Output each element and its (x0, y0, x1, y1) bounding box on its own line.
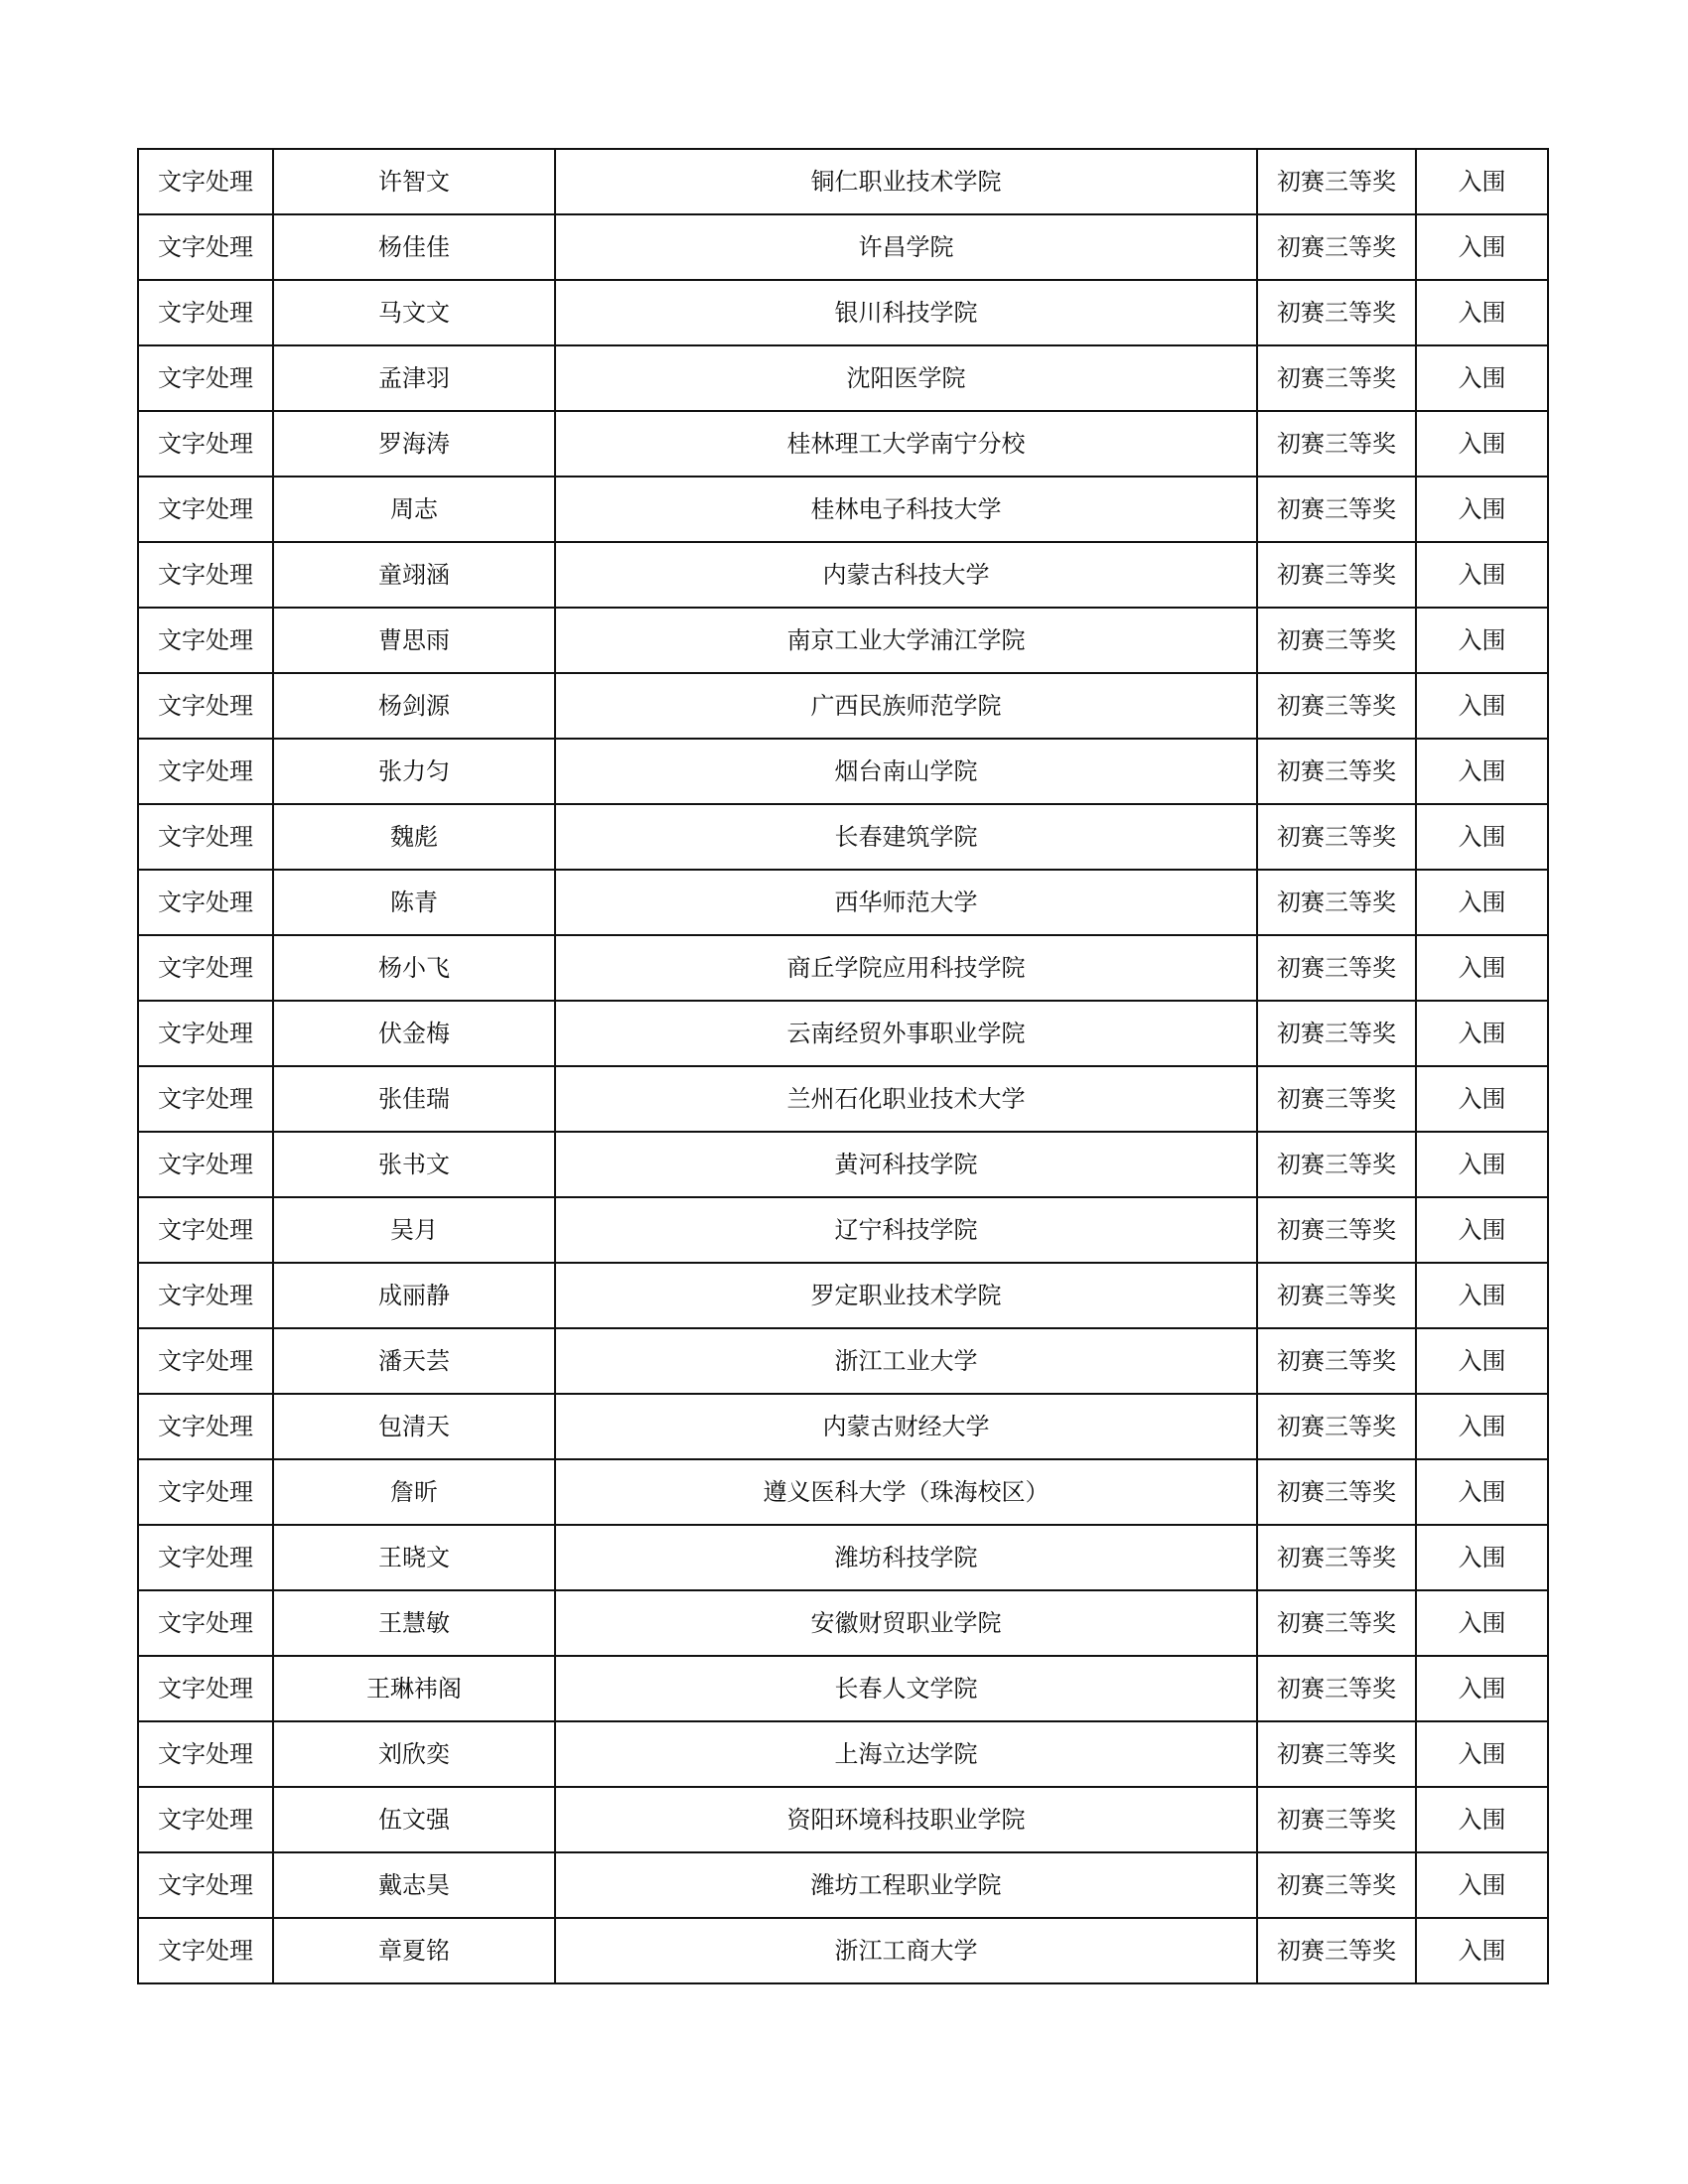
name-cell: 周志 (273, 477, 555, 542)
name-cell: 伍文强 (273, 1787, 555, 1852)
status-cell: 入围 (1416, 673, 1548, 739)
award-cell: 初赛三等奖 (1257, 739, 1416, 804)
school-cell: 内蒙古科技大学 (555, 542, 1257, 608)
category-cell: 文字处理 (138, 542, 273, 608)
school-cell: 浙江工业大学 (555, 1328, 1257, 1394)
status-cell: 入围 (1416, 1197, 1548, 1263)
category-cell: 文字处理 (138, 1197, 273, 1263)
category-cell: 文字处理 (138, 673, 273, 739)
name-cell: 潘天芸 (273, 1328, 555, 1394)
category-cell: 文字处理 (138, 1787, 273, 1852)
table-row (138, 1590, 1548, 1656)
school-cell: 罗定职业技术学院 (555, 1263, 1257, 1328)
school-cell: 烟台南山学院 (555, 739, 1257, 804)
status-cell: 入围 (1416, 1918, 1548, 1983)
award-cell: 初赛三等奖 (1257, 673, 1416, 739)
award-cell: 初赛三等奖 (1257, 935, 1416, 1001)
name-cell: 杨佳佳 (273, 214, 555, 280)
table-row (138, 214, 1548, 280)
award-cell: 初赛三等奖 (1257, 1525, 1416, 1590)
table-row (138, 935, 1548, 1001)
category-cell: 文字处理 (138, 1394, 273, 1459)
status-cell: 入围 (1416, 1394, 1548, 1459)
category-cell: 文字处理 (138, 608, 273, 673)
school-cell: 铜仁职业技术学院 (555, 149, 1257, 214)
category-cell: 文字处理 (138, 1328, 273, 1394)
status-cell: 入围 (1416, 1459, 1548, 1525)
category-cell: 文字处理 (138, 1001, 273, 1066)
table-row (138, 411, 1548, 477)
school-cell: 云南经贸外事职业学院 (555, 1001, 1257, 1066)
name-cell: 王晓文 (273, 1525, 555, 1590)
status-cell: 入围 (1416, 542, 1548, 608)
status-cell: 入围 (1416, 1590, 1548, 1656)
category-cell: 文字处理 (138, 1918, 273, 1983)
table-row (138, 1656, 1548, 1721)
name-cell: 王琳祎阁 (273, 1656, 555, 1721)
award-cell: 初赛三等奖 (1257, 870, 1416, 935)
status-cell: 入围 (1416, 1787, 1548, 1852)
table-row (138, 608, 1548, 673)
status-cell: 入围 (1416, 411, 1548, 477)
award-cell: 初赛三等奖 (1257, 542, 1416, 608)
table-row (138, 1394, 1548, 1459)
name-cell: 王慧敏 (273, 1590, 555, 1656)
category-cell: 文字处理 (138, 214, 273, 280)
category-cell: 文字处理 (138, 345, 273, 411)
school-cell: 广西民族师范学院 (555, 673, 1257, 739)
table-row (138, 1328, 1548, 1394)
table-row (138, 804, 1548, 870)
award-cell: 初赛三等奖 (1257, 1459, 1416, 1525)
name-cell: 杨小飞 (273, 935, 555, 1001)
school-cell: 浙江工商大学 (555, 1918, 1257, 1983)
school-cell: 潍坊科技学院 (555, 1525, 1257, 1590)
table-row (138, 542, 1548, 608)
award-cell: 初赛三等奖 (1257, 1001, 1416, 1066)
school-cell: 安徽财贸职业学院 (555, 1590, 1257, 1656)
school-cell: 资阳环境科技职业学院 (555, 1787, 1257, 1852)
award-cell: 初赛三等奖 (1257, 1197, 1416, 1263)
status-cell: 入围 (1416, 280, 1548, 345)
award-cell: 初赛三等奖 (1257, 1328, 1416, 1394)
table-row (138, 870, 1548, 935)
category-cell: 文字处理 (138, 1525, 273, 1590)
category-cell: 文字处理 (138, 935, 273, 1001)
category-cell: 文字处理 (138, 411, 273, 477)
award-cell: 初赛三等奖 (1257, 214, 1416, 280)
category-cell: 文字处理 (138, 149, 273, 214)
table-row (138, 739, 1548, 804)
award-cell: 初赛三等奖 (1257, 1394, 1416, 1459)
status-cell: 入围 (1416, 1066, 1548, 1132)
status-cell: 入围 (1416, 608, 1548, 673)
table-row (138, 1197, 1548, 1263)
category-cell: 文字处理 (138, 1852, 273, 1918)
school-cell: 黄河科技学院 (555, 1132, 1257, 1197)
table-row (138, 1918, 1548, 1983)
status-cell: 入围 (1416, 804, 1548, 870)
status-cell: 入围 (1416, 1263, 1548, 1328)
status-cell: 入围 (1416, 1001, 1548, 1066)
award-cell: 初赛三等奖 (1257, 1066, 1416, 1132)
table-row (138, 1852, 1548, 1918)
name-cell: 吴月 (273, 1197, 555, 1263)
name-cell: 詹昕 (273, 1459, 555, 1525)
award-cell: 初赛三等奖 (1257, 149, 1416, 214)
name-cell: 包清天 (273, 1394, 555, 1459)
award-cell: 初赛三等奖 (1257, 1852, 1416, 1918)
name-cell: 罗海涛 (273, 411, 555, 477)
school-cell: 许昌学院 (555, 214, 1257, 280)
name-cell: 魏彪 (273, 804, 555, 870)
status-cell: 入围 (1416, 1852, 1548, 1918)
award-cell: 初赛三等奖 (1257, 1918, 1416, 1983)
school-cell: 遵义医科大学（珠海校区） (555, 1459, 1257, 1525)
status-cell: 入围 (1416, 739, 1548, 804)
name-cell: 童翊涵 (273, 542, 555, 608)
award-cell: 初赛三等奖 (1257, 608, 1416, 673)
school-cell: 沈阳医学院 (555, 345, 1257, 411)
award-cell: 初赛三等奖 (1257, 477, 1416, 542)
status-cell: 入围 (1416, 1132, 1548, 1197)
table-row (138, 1263, 1548, 1328)
name-cell: 许智文 (273, 149, 555, 214)
table-row (138, 1132, 1548, 1197)
name-cell: 张书文 (273, 1132, 555, 1197)
award-cell: 初赛三等奖 (1257, 1590, 1416, 1656)
award-cell: 初赛三等奖 (1257, 804, 1416, 870)
status-cell: 入围 (1416, 935, 1548, 1001)
status-cell: 入围 (1416, 1328, 1548, 1394)
name-cell: 张力匀 (273, 739, 555, 804)
school-cell: 西华师范大学 (555, 870, 1257, 935)
award-cell: 初赛三等奖 (1257, 345, 1416, 411)
school-cell: 潍坊工程职业学院 (555, 1852, 1257, 1918)
school-cell: 上海立达学院 (555, 1721, 1257, 1787)
award-cell: 初赛三等奖 (1257, 1132, 1416, 1197)
category-cell: 文字处理 (138, 280, 273, 345)
school-cell: 商丘学院应用科技学院 (555, 935, 1257, 1001)
category-cell: 文字处理 (138, 1459, 273, 1525)
school-cell: 长春建筑学院 (555, 804, 1257, 870)
category-cell: 文字处理 (138, 1590, 273, 1656)
name-cell: 孟津羽 (273, 345, 555, 411)
school-cell: 内蒙古财经大学 (555, 1394, 1257, 1459)
results-table (137, 148, 1549, 1984)
category-cell: 文字处理 (138, 870, 273, 935)
category-cell: 文字处理 (138, 1656, 273, 1721)
table-row (138, 1787, 1548, 1852)
category-cell: 文字处理 (138, 1132, 273, 1197)
status-cell: 入围 (1416, 870, 1548, 935)
name-cell: 杨剑源 (273, 673, 555, 739)
table-row (138, 149, 1548, 214)
table-row (138, 280, 1548, 345)
name-cell: 伏金梅 (273, 1001, 555, 1066)
name-cell: 戴志昊 (273, 1852, 555, 1918)
status-cell: 入围 (1416, 1721, 1548, 1787)
table-row (138, 1066, 1548, 1132)
table-row (138, 673, 1548, 739)
award-cell: 初赛三等奖 (1257, 1263, 1416, 1328)
school-cell: 辽宁科技学院 (555, 1197, 1257, 1263)
status-cell: 入围 (1416, 477, 1548, 542)
name-cell: 陈青 (273, 870, 555, 935)
status-cell: 入围 (1416, 149, 1548, 214)
name-cell: 成丽静 (273, 1263, 555, 1328)
category-cell: 文字处理 (138, 477, 273, 542)
status-cell: 入围 (1416, 214, 1548, 280)
school-cell: 桂林理工大学南宁分校 (555, 411, 1257, 477)
status-cell: 入围 (1416, 345, 1548, 411)
category-cell: 文字处理 (138, 739, 273, 804)
table-row (138, 1525, 1548, 1590)
school-cell: 长春人文学院 (555, 1656, 1257, 1721)
status-cell: 入围 (1416, 1525, 1548, 1590)
results-table-body (138, 149, 1548, 1983)
name-cell: 张佳瑞 (273, 1066, 555, 1132)
category-cell: 文字处理 (138, 1721, 273, 1787)
school-cell: 桂林电子科技大学 (555, 477, 1257, 542)
category-cell: 文字处理 (138, 804, 273, 870)
table-row (138, 1459, 1548, 1525)
school-cell: 银川科技学院 (555, 280, 1257, 345)
name-cell: 刘欣奕 (273, 1721, 555, 1787)
table-row (138, 477, 1548, 542)
category-cell: 文字处理 (138, 1066, 273, 1132)
name-cell: 曹思雨 (273, 608, 555, 673)
school-cell: 兰州石化职业技术大学 (555, 1066, 1257, 1132)
award-cell: 初赛三等奖 (1257, 280, 1416, 345)
name-cell: 马文文 (273, 280, 555, 345)
table-row (138, 1001, 1548, 1066)
school-cell: 南京工业大学浦江学院 (555, 608, 1257, 673)
table-row (138, 1721, 1548, 1787)
award-cell: 初赛三等奖 (1257, 1656, 1416, 1721)
award-cell: 初赛三等奖 (1257, 1721, 1416, 1787)
award-cell: 初赛三等奖 (1257, 411, 1416, 477)
status-cell: 入围 (1416, 1656, 1548, 1721)
award-cell: 初赛三等奖 (1257, 1787, 1416, 1852)
table-row (138, 345, 1548, 411)
category-cell: 文字处理 (138, 1263, 273, 1328)
name-cell: 章夏铭 (273, 1918, 555, 1983)
